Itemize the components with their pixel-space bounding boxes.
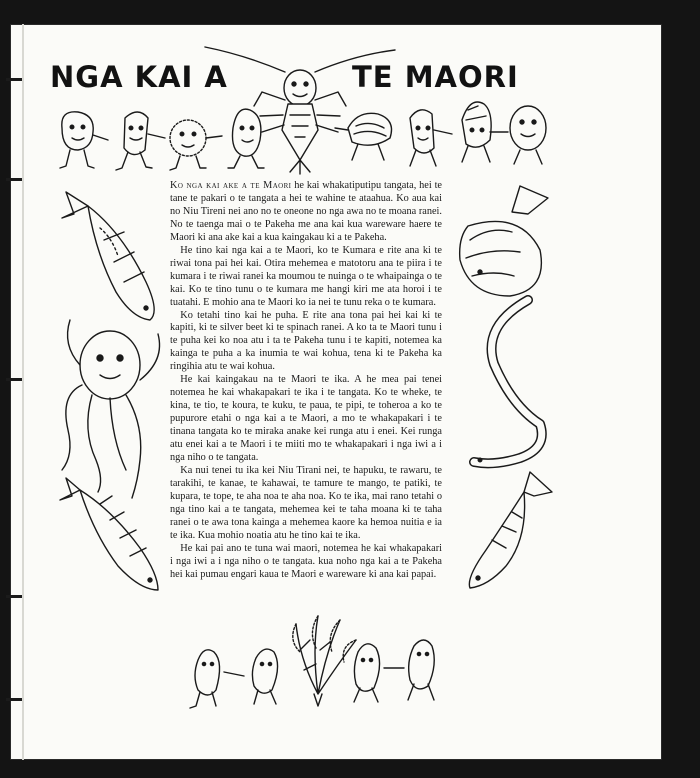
binding-mark: [6, 698, 22, 701]
paragraph-1: Ko nga kai ake a te Maori he kai whakatiputipu tangata, hei te tane te pakari o te tangata a hei te wahine te ataahua. Ko aua kai no Niu Tireni nei ano no te oneone no nga awa no te moana ranei. No te taenga mai o te Pakeha me ana kai kua wareware haere te Maori ki ana ake kai a kua kaingakau ki a te Pakeha.: [170, 180, 442, 243]
paragraph-6: He kai pai ano te tuna wai maori, notemea he kai whakapakari i nga iwi a i nga niho o te tangata. kua noho nga kai a te Pakeha hei kai pumau engari kaua te Maori e wareware ki ana kai papai.: [170, 542, 442, 580]
lead-in: Ko nga kai ake a te Maori: [170, 180, 292, 191]
paragraph-2: He tino kai nga kai a te Maori, ko te Kumara e rite ana ki te riwai tona pai hei kai. Otira mehemea e matotoru ana te piira i te kumara i te riwai ranei ka moumou te nuinga o te whaipainga o te kai. Ko te tino tunu o te kumara me hangi kiri me ata horoi i te tuatahi. E mohio ana te Maori ko ia nei te tunu reka o te kumara.: [170, 244, 442, 308]
binding-mark: [6, 595, 22, 598]
article-body: [170, 180, 442, 615]
page-title-right: TE MAORI: [352, 60, 519, 94]
page-title-left: NGA KAI A: [50, 60, 228, 94]
paragraph-4: He kai kaingakau na te Maori te ika. A he mea pai tenei notemea he kai whakapakari te ika i te tangata. Ko te wheke, te kina, te tio, te koura, te kuku, te paua, te pipi, te toheroa a ko te pupurore etahi o nga kai a te Maori, a mo te whakapakari i te tinana tangata ko te miraka anake kei runga atu i enei. Kei runga atu enei kai a te Maori i te miiti mo te whakapakari i nga iwi a i nga niho o te tangata.: [170, 374, 442, 464]
binding-mark: [6, 78, 22, 81]
binding-edge: [22, 24, 24, 760]
binding-mark: [6, 178, 22, 181]
paragraph-3: Ko tetahi tino kai he puha. E rite ana tona pai hei kai ki te kapiti, ki te silver beet ki te spinach ranei. A ko ta te Maori tunu i te puha kei ko noa atu i ta te Pakeha tunu i te kapiti, notemea ka kainga te puha a ka inumia te wai kohua, tena ki te Pakeha ka ringihia atu te wai kohua.: [170, 309, 442, 373]
binding-mark: [6, 378, 22, 381]
paragraph-5: Ka nui tenei tu ika kei Niu Tirani nei, te hapuku, te rawaru, te tarakihi, te kanae, te kahawai, te tamure te mango, te patiki, te kupara, te tope, te aha noa te aha noa. Ko te ika, mai rano tetahi o nga tino kai a te tangata, mehemea kei te taha moana ki te taha ranei o te awa tona kainga a mehemea kaore ka hemoa nuitia e ia te ika. Kua mohio noatia atu he tino kai te ika.: [170, 464, 442, 541]
